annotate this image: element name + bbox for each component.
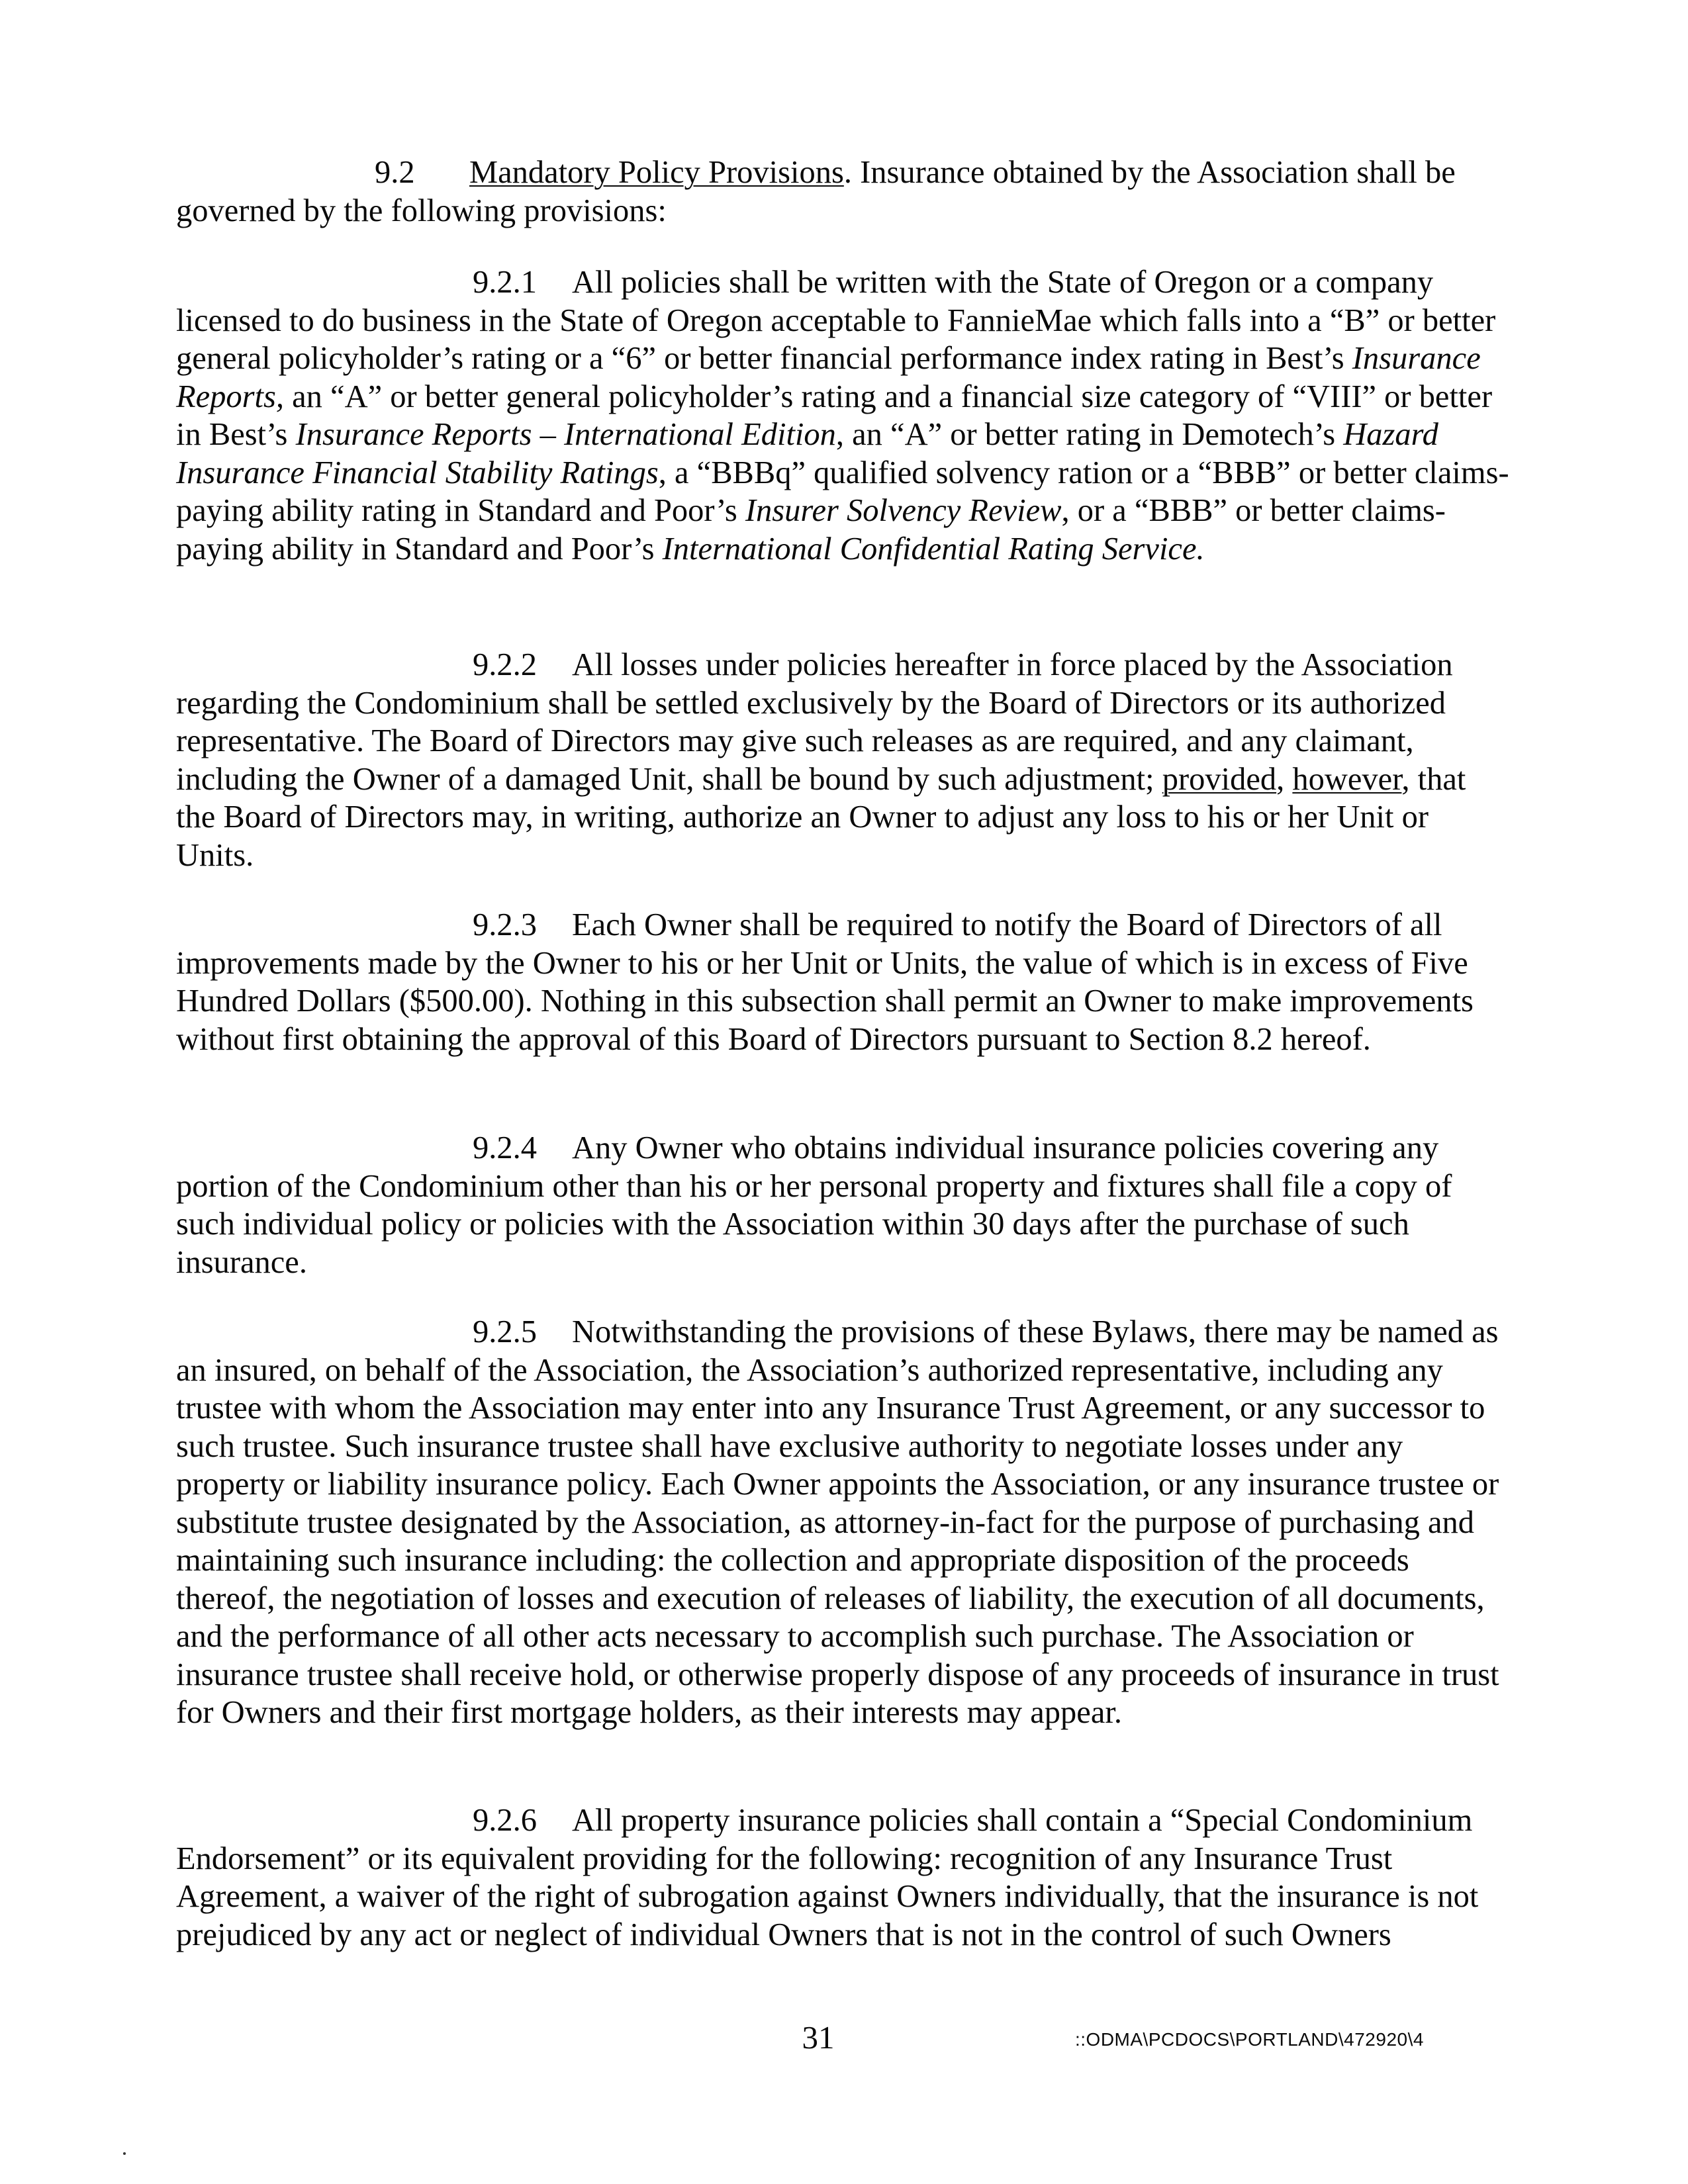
italic-title: Hazard Insurance Financial Stability Ratings [176, 417, 1438, 490]
text-run: , an “A” or better rating in Demotech’s [835, 417, 1344, 452]
paragraph-text: . Insurance obtained by the Association shall be governed by the following provisions: [176, 155, 1456, 228]
subsection-number: 9.2.1 [473, 265, 537, 300]
section-9-2-4-paragraph [176, 1129, 1509, 1281]
document-path: ::ODMA\PCDOCS\PORTLAND\472920\4 [1075, 2029, 1424, 2050]
text-run: , that the Board of Directors may, in writing, authorize an Owner to adjust any loss to his or her Unit or Units. [176, 761, 1466, 873]
paragraph-text: Each Owner shall be required to notify the Board of Directors of all improvements made by the Owner to his or her Unit or Units, the value of which is in excess of Five Hundred Dollars ($500.00). Nothing in this subsection shall permit an Owner to make improvements without first obtaining the approval of this Board of Directors pursuant to Section 8.2 hereof. [176, 907, 1474, 1057]
section-9-2-6-paragraph [176, 1801, 1509, 1954]
paragraph-text: All property insurance policies shall contain a “Special Condominium Endorsement” or its equivalent providing for the following: recognition of any Insurance Trust Agreement, a waiver of the right of subrogation against Owners individually, that the insurance is not prejudiced by any act or neglect of individual Owners that is not in the control of such Owners [176, 1803, 1479, 1952]
section-9-2-paragraph [176, 154, 1509, 230]
text-run: All losses under policies hereafter in force placed by the Association regarding the Condominium shall be settled exclusively by the Board of Directors or its authorized representative. The Board of Directors may give such releases as are required, and any claimant, including the Owner of a damaged Unit, shall be bound by such adjustment; [176, 647, 1453, 797]
italic-title: Insurance Reports, [176, 341, 1481, 414]
scan-speck [123, 2152, 126, 2155]
underlined-term: however [1292, 761, 1402, 797]
underlined-term: provided [1162, 761, 1277, 797]
subsection-number: 9.2.5 [473, 1314, 537, 1349]
text-run: , or a “BBB” or better claims-paying ability in Standard and Poor’s [176, 493, 1446, 567]
section-9-2-1-paragraph [176, 263, 1509, 568]
subsection-number: 9.2.3 [473, 907, 537, 942]
italic-title: Insurer Solvency Review [745, 493, 1062, 528]
italic-title: International Confidential Rating Service. [662, 531, 1205, 567]
paragraph-text: Any Owner who obtains individual insurance policies covering any portion of the Condominium other than his or her personal property and fixtures shall file a copy of such individual policy or policies with the Association within 30 days after the purchase of such insurance. [176, 1130, 1452, 1280]
text-run: an “A” or better general policyholder’s rating and a financial size category of “VIII” or better in Best’s [176, 379, 1493, 452]
section-9-2-2-paragraph [176, 646, 1509, 874]
section-9-2-3-paragraph [176, 906, 1509, 1058]
text-run: All policies shall be written with the State of Oregon or a company licensed to do business in the State of Oregon acceptable to FannieMae which falls into a “B” or better general policyholder’s rating or a “6” or better financial performance index rating in Best’s [176, 265, 1496, 376]
italic-title: Insurance Reports – International Edition [295, 417, 836, 452]
text-run: , a “BBBq” qualified solvency ration or a “BBB” or better claims-paying ability rating in Standard and Poor’s [176, 455, 1509, 528]
subsection-number: 9.2.2 [473, 647, 537, 682]
section-9-2-5-paragraph [176, 1313, 1509, 1732]
section-number: 9.2 [375, 155, 415, 190]
paragraph-text: Notwithstanding the provisions of these Bylaws, there may be named as an insured, on behalf of the Association, the Association’s authorized representative, including any trustee with whom the Association may enter into any Insurance Trust Agreement, or any successor to such trustee. Such insurance trustee shall have exclusive authority to negotiate losses under any property or liability insurance policy. Each Owner appoints the Association, or any insurance trustee or substitute trustee designated by the Association, as attorney-in-fact for the purpose of purchasing and maintaining such insurance including: the collection and appropriate disposition of the proceeds thereof, the negotiation of losses and execution of releases of liability, the execution of all documents, and the performance of all other acts necessary to accomplish such purchase. The Association or insurance trustee shall receive hold, or otherwise properly dispose of any proceeds of insurance in trust for Owners and their first mortgage holders, as their interests may appear. [176, 1314, 1499, 1730]
subsection-number: 9.2.6 [473, 1803, 537, 1838]
text-run: , [1276, 761, 1293, 797]
subsection-number: 9.2.4 [473, 1130, 537, 1165]
section-heading: Mandatory Policy Provisions [469, 155, 844, 190]
page-number: 31 [802, 2019, 835, 2056]
